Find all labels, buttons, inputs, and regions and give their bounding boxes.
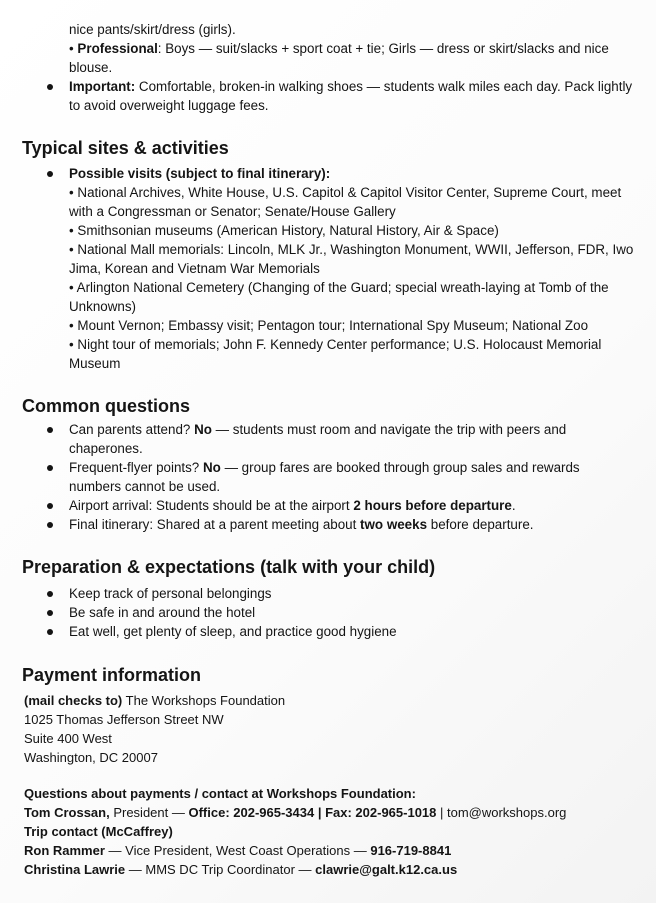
bullet-icon — [47, 522, 53, 528]
contacts-block — [24, 784, 644, 879]
contact-christina: Christina Lawrie — MMS DC Trip Coordinator — clawrie@galt.k12.ca.us — [24, 862, 458, 877]
tom-email: | tom@workshops.org — [436, 805, 567, 820]
site-item: • Smithsonian museums (American History, Natural History, Air & Space) — [69, 223, 499, 238]
list-item: Frequent-flyer points? No — group fares are booked through group sales and rewards numbers cannot be used. — [0, 458, 634, 496]
contacts-heading: Questions about payments / contact at Workshops Foundation: — [24, 786, 416, 801]
ron-phone: 916-719-8841 — [370, 843, 452, 858]
questions-list — [0, 420, 656, 534]
important-label: Important: — [69, 79, 136, 94]
section-heading-preparation: Preparation & expectations (talk with your child) — [22, 557, 436, 577]
section-heading-questions: Common questions — [22, 396, 191, 416]
bullet-icon — [47, 503, 53, 509]
professional-attire: • Professional: Boys — suit/slacks + sport coat + tie; Girls — dress or skirt/slacks and nice blouse. — [69, 41, 609, 75]
trip-contact-label: Trip contact (McCaffrey) — [24, 824, 173, 839]
list-item: Airport arrival: Students should be at the airport 2 hours before departure. — [0, 496, 634, 515]
contact-ron: Ron Rammer — Vice President, West Coast Operations — 916-719-8841 — [24, 843, 452, 858]
important-list — [0, 77, 656, 115]
casual-attire-text: nice pants/skirt/dress (girls). — [69, 22, 236, 37]
site-item: • National Mall memorials: Lincoln, MLK Jr., Washington Monument, WWII, Jefferson, FDR, Iwo Jima, Korean and Vietnam War Memorials — [69, 242, 634, 276]
list-item: Keep track of personal belongings — [0, 584, 634, 603]
possible-visits-label: Possible visits (subject to final itinerary): — [69, 166, 331, 181]
bullet-icon — [47, 465, 53, 471]
preparation-list — [0, 584, 656, 641]
professional-label: Professional — [77, 41, 158, 56]
bullet-icon — [47, 171, 53, 177]
important-text: Comfortable, broken-in walking shoes — students walk miles each day. Pack lightly to avoid overweight luggage fees. — [69, 79, 633, 113]
professional-text: : Boys — suit/slacks + sport coat + tie; Girls — dress or skirt/slacks and nice blouse. — [69, 41, 609, 75]
christina-email: clawrie@galt.k12.ca.us — [315, 862, 458, 877]
payee: The Workshops Foundation — [122, 693, 286, 708]
list-item: Can parents attend? No — students must room and navigate the trip with peers and chaperones. — [0, 420, 634, 458]
section-heading-sites: Typical sites & activities — [22, 138, 229, 158]
list-item: Be safe in and around the hotel — [0, 603, 634, 622]
list-item: Eat well, get plenty of sleep, and practice good hygiene — [0, 622, 634, 641]
address-line: 1025 Thomas Jefferson Street NW — [24, 712, 224, 727]
list-item: Final itinerary: Shared at a parent meeting about two weeks before departure. — [0, 515, 634, 534]
address-line: Suite 400 West — [24, 731, 112, 746]
contact-tom: Tom Crossan, President — Office: 202-965-3434 | Fax: 202-965-1018 | tom@workshops.org — [24, 805, 567, 820]
bullet-icon — [47, 610, 53, 616]
bullet-icon — [47, 84, 53, 90]
list-item — [0, 77, 634, 115]
site-item: • Night tour of memorials; John F. Kennedy Center performance; U.S. Holocaust Memorial Museum — [69, 337, 602, 371]
address-line: Washington, DC 20007 — [24, 750, 158, 765]
sites-list — [0, 164, 656, 373]
tom-office-fax: Office: 202-965-3434 | Fax: 202-965-1018 — [188, 805, 437, 820]
bullet-icon — [47, 427, 53, 433]
mail-checks-label: (mail checks to) — [24, 693, 123, 708]
attire-continuation — [69, 20, 639, 39]
payment-address — [24, 691, 644, 767]
bullet-icon — [47, 591, 53, 597]
site-item: • Mount Vernon; Embassy visit; Pentagon tour; International Spy Museum; National Zoo — [69, 318, 589, 333]
section-heading-payment: Payment information — [22, 665, 202, 685]
site-item: • Arlington National Cemetery (Changing of the Guard; special wreath-laying at Tomb of the Unknowns) — [69, 280, 609, 314]
list-item — [0, 164, 634, 373]
bullet-icon — [47, 629, 53, 635]
site-item: • National Archives, White House, U.S. Capitol & Capitol Visitor Center, Supreme Court, meet with a Congressman or Senator; Senate/House Gallery — [69, 185, 622, 219]
